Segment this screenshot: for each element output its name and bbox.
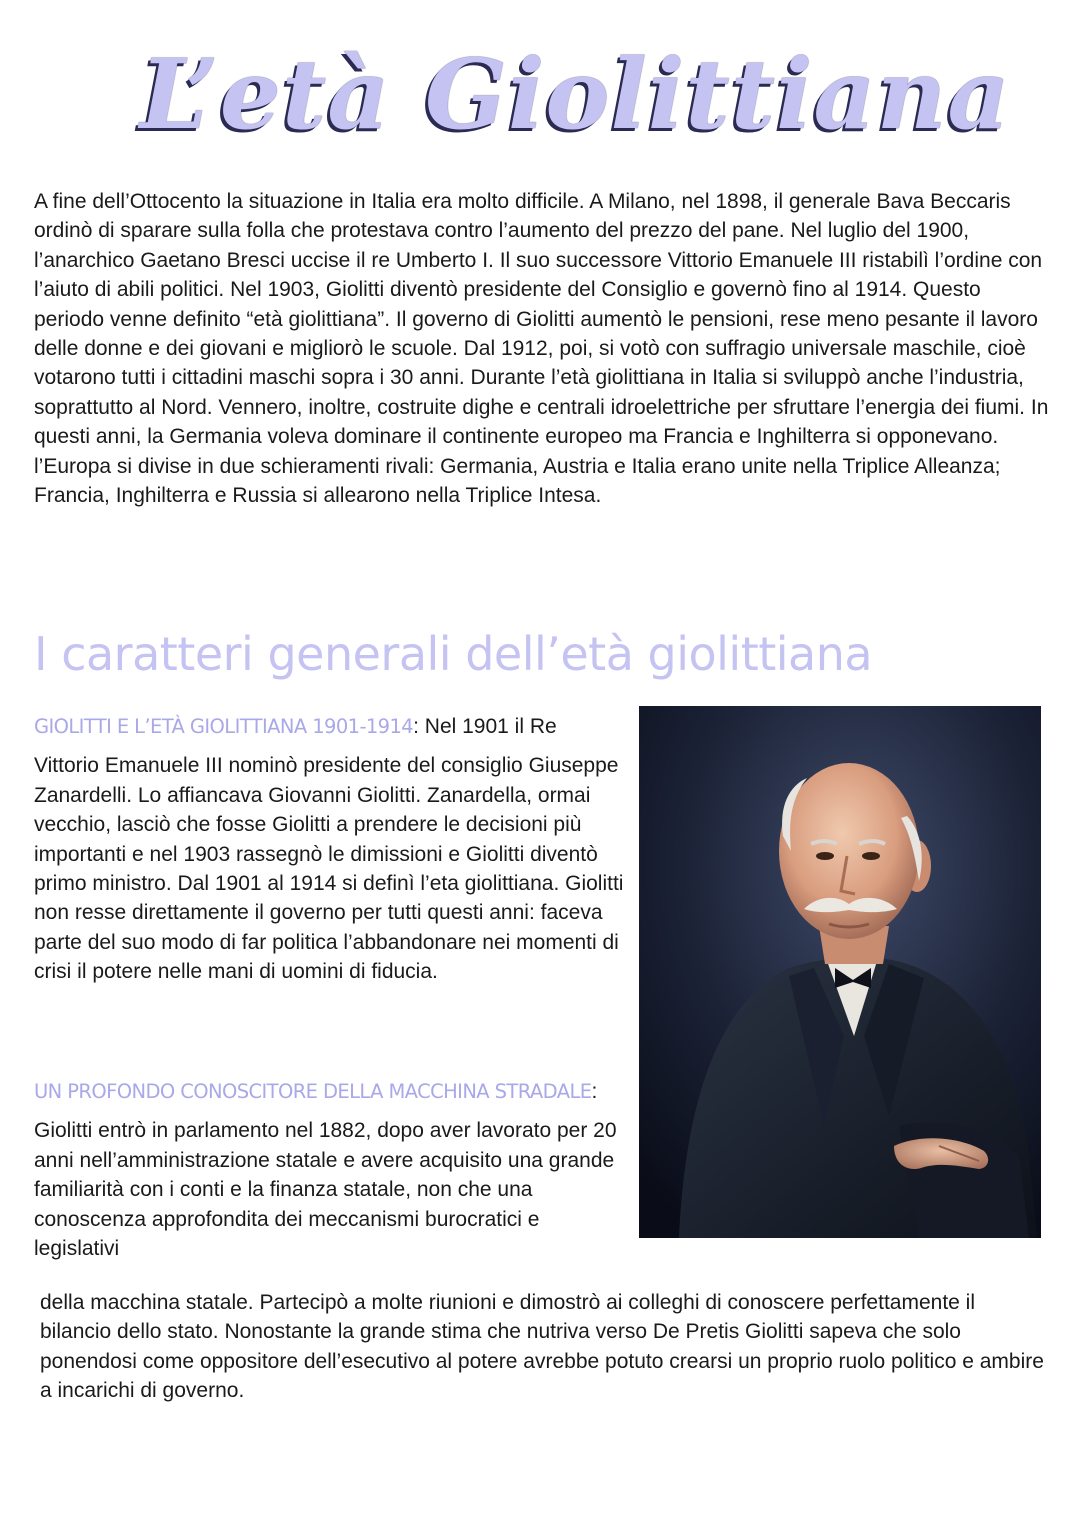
- section-heading-line: [34, 712, 624, 741]
- section-lead-text: :: [591, 1080, 598, 1103]
- section-subtitle: I caratteri generali dell’età giolittiana: [34, 627, 873, 681]
- section-body: Vittorio Emanuele III nominò presidente del consiglio Giuseppe Zanardelli. Lo affiancava Giovanni Giolitti. Zanardella, ormai vecchio, lasciò che fosse Giolitti a prendere le decisioni più importanti e nel 1903 rassegnò le dimissioni e Giolitti diventò primo ministro. Dal 1901 al 1914 si definì l’eta giolittiana. Giolitti non resse direttamente il governo per tutti questi anni: faceva parte del suo modo di far politica l’abbandonare nei momenti di crisi il potere nelle mani di uomini di fiducia.: [34, 754, 624, 984]
- section-lead-text: : Nel 1901 il Re: [413, 715, 557, 738]
- section-heading-line: [34, 1077, 624, 1106]
- section-state-machine: [34, 1077, 624, 1263]
- intro-paragraph: A fine dell’Ottocento la situazione in Italia era molto difficile. A Milano, nel 1898, il generale Bava Beccaris ordinò di sparare sulla folla che protestava contro l’aumento del prezzo del pane. Nel luglio del 1900, l’anarchico Gaetano Bresci uccise il re Umberto I. Il suo successore Vittorio Emanuele III ristabilì l’ordine con l’aiuto di abili politici. Nel 1903, Giolitti diventò presidente del Consiglio e governò fino al 1914. Questo periodo venne definito “età giolittiana”. Il governo di Giolitti aumentò le pensioni, rese meno pesante il lavoro delle donne e dei giovani e migliorò le scuole. Dal 1912, poi, si votò con suffragio universale maschile, cioè votarono tutti i cittadini maschi sopra i 30 anni. Durante l’età giolittiana in Italia si sviluppò anche l’industria, soprattutto al Nord. Vennero, inoltre, costruite dighe e centrali idroelettriche per sfruttare l’energia dei fiumi. In questi anni, la Germania voleva dominare il continente europeo ma Francia e Inghilterra si opponevano. l’Europa si divise in due schieramenti rivali: Germania, Austria e Italia erano unite nella Triplice Alleanza; Francia, Inghilterra e Russia si allearono nella Triplice Intesa.: [34, 190, 1049, 508]
- giolitti-portrait-image: [639, 706, 1041, 1238]
- section-label: GIOLITTI E L’ETÀ GIOLITTIANA 1901-1914: [34, 715, 414, 738]
- page-title: L’età Giolittiana: [140, 38, 1011, 151]
- section-label: UN PROFONDO CONOSCITORE DELLA MACCHINA STRADALE: [34, 1080, 592, 1103]
- continuation-paragraph: della macchina statale. Partecipò a molte riunioni e dimostrò ai colleghi di conoscere perfettamente il bilancio dello stato. Nonostante la grande stima che nutriva verso De Pretis Giolitti sapeva che solo ponendosi come oppositore dell’esecutivo al potere avrebbe potuto crearsi un proprio ruolo politico e ambire a incarichi di governo.: [40, 1291, 1044, 1403]
- section-body: Giolitti entrò in parlamento nel 1882, dopo aver lavorato per 20 anni nell’amministrazione statale e avere acquisito una grande familiarità con i conti e la finanza statale, non che una conoscenza approfondita dei meccanismi burocratici e legislativi: [34, 1119, 617, 1261]
- section-giolitti-era: [34, 712, 624, 987]
